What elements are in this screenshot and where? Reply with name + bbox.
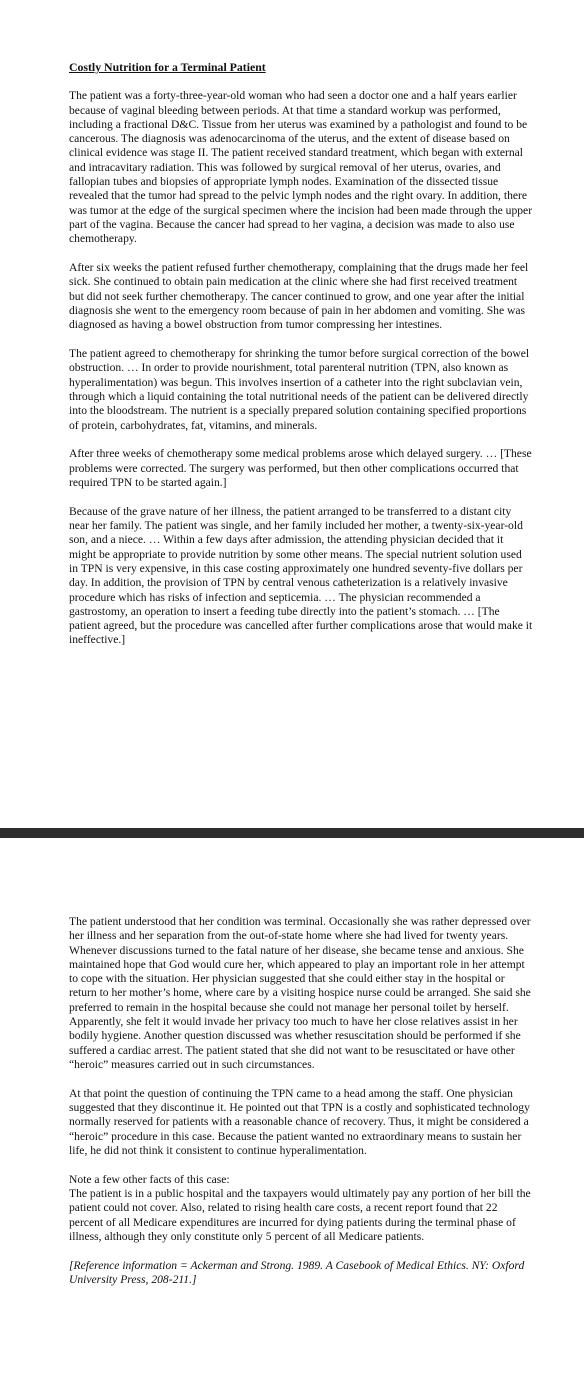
paragraph-transfer: Because of the grave nature of her illness, the patient arranged to be transferred to a distant city near her family. The patient was single, and her family included her mother, a twenty-six-year-old son, and a niece. … Within a few days after admission, the attending physician decided that it might be appropriate to provide nutrition by some other means. The special nutrient solution used in TPN is very expensive, in this case costing approximately one hundred seventy-five dollars per day. In addition, the provision of TPN by central venous catheterization is a relatively invasive procedure which has risks of infection and septicemia. … The physician recommended a gastrostomy, an operation to insert a feeding tube directly into the patient’s stomach. … [The patient agreed, but the procedure was cancelled after further complications arose that would make it ineffective.]: [69, 504, 533, 647]
page-1-content: [69, 60, 533, 662]
paragraph-surgery-delay: After three weeks of chemotherapy some medical problems arose which delayed surgery. … [These problems were corrected. The surgery was performed, but then other complications occurred that required TPN to be started again.]: [69, 447, 532, 489]
paragraph-tpn: The patient agreed to chemotherapy for shrinking the tumor before surgical correction of the bowel obstruction. … In order to provide nourishment, total parenteral nutrition (TPN, also known as hyperalimentation) was begun. This involves insertion of a catheter into the right subclavian vein, through which a liquid containing the total nutritional needs of the patient can be delivered directly into the bloodstream. The nutrient is a specially prepared solution containing specified proportions of protein, carbohydrates, fat, vitamins, and minerals.: [69, 347, 530, 432]
note-heading: Note a few other facts of this case:: [69, 1172, 230, 1186]
paragraph-refused-chemotherapy: After six weeks the patient refused further chemotherapy, complaining that the drugs made her feel sick. She continued to obtain pain medication at the clinic where she had first received treatment but did not seek further chemotherapy. The cancer continued to grow, and one year after the initial diagnosis she went to the emergency room because of pain in her abdomen and vomiting. She was diagnosed as having a bowel obstruction from tumor compressing her intestines.: [69, 261, 529, 332]
paragraph-tpn-decision: At that point the question of continuing the TPN came to a head among the staff. One physician suggested that they discontinue it. He pointed out that TPN is a costly and sophisticated technology normally reserved for patients with a reasonable chance of recovery. Thus, it might be considered a “heroic” procedure in this case. Because the patient wanted no extraordinary means to sustain her life, he did not think it consistent to continue hyperalimentation.: [69, 1086, 530, 1157]
document-title: Costly Nutrition for a Terminal Patient: [69, 60, 266, 74]
note-text: The patient is in a public hospital and the taxpayers would ultimately pay any portion of her bill the patient could not cover. Also, related to rising health care costs, a recent report found that 22 percent of all Medicare expenditures are incurred for dying patients during the terminal phase of illness, although they only constitute only 5 percent of all Medicare patients.: [69, 1187, 531, 1243]
paragraph-diagnosis: The patient was a forty-three-year-old woman who had seen a doctor one and a half years earlier because of vaginal bleeding between periods. At that time a standard workup was performed, including a fractional D&C. Tissue from her uterus was examined by a pathologist and found to be cancerous. The diagnosis was adenocarcinoma of the uterus, and the extent of disease based on clinical evidence was stage II. The patient received standard treatment, which began with external and intracavitary radiation. This was followed by surgical removal of her uterus, ovaries, and fallopian tubes and biopsies of appropriate lymph nodes. Examination of the dissected tissue revealed that the tumor had spread to the pelvic lymph nodes and the right ovary. In addition, there was tumor at the edge of the surgical specimen where the incision had been made through the upper part of the vagina. Because the cancer had spread to her vagina, a decision was made to also use chemotherapy.: [69, 89, 533, 246]
reference-citation: [Reference information = Ackerman and Strong. 1989. A Casebook of Medical Ethics. NY: Oxford University Press, 208-211.]: [69, 1258, 525, 1287]
page-divider: [0, 828, 584, 838]
page-2-content: [69, 915, 533, 1302]
paragraph-terminal-condition: The patient understood that her condition was terminal. Occasionally she was rather depressed over her illness and her separation from the out-of-state home where she had lived for twenty years. Whenever discussions turned to the fatal nature of her disease, she became tense and anxious. She maintained hope that God would cure her, which appeared to play an important role in her attempt to cope with the situation. Her physician suggested that she could either stay in the hospital or return to her mother’s home, where care by a visiting hospice nurse could be arranged. She said she preferred to remain in the hospital because she could not manage her personal toilet by herself. Apparently, she felt it would invade her privacy too much to have her close relatives assist in her bodily hygiene. Another question discussed was whether resuscitation should be performed if she suffered a cardiac arrest. The patient stated that she did not want to be resuscitated or have other “heroic” measures carried out in such circumstances.: [69, 915, 531, 1071]
